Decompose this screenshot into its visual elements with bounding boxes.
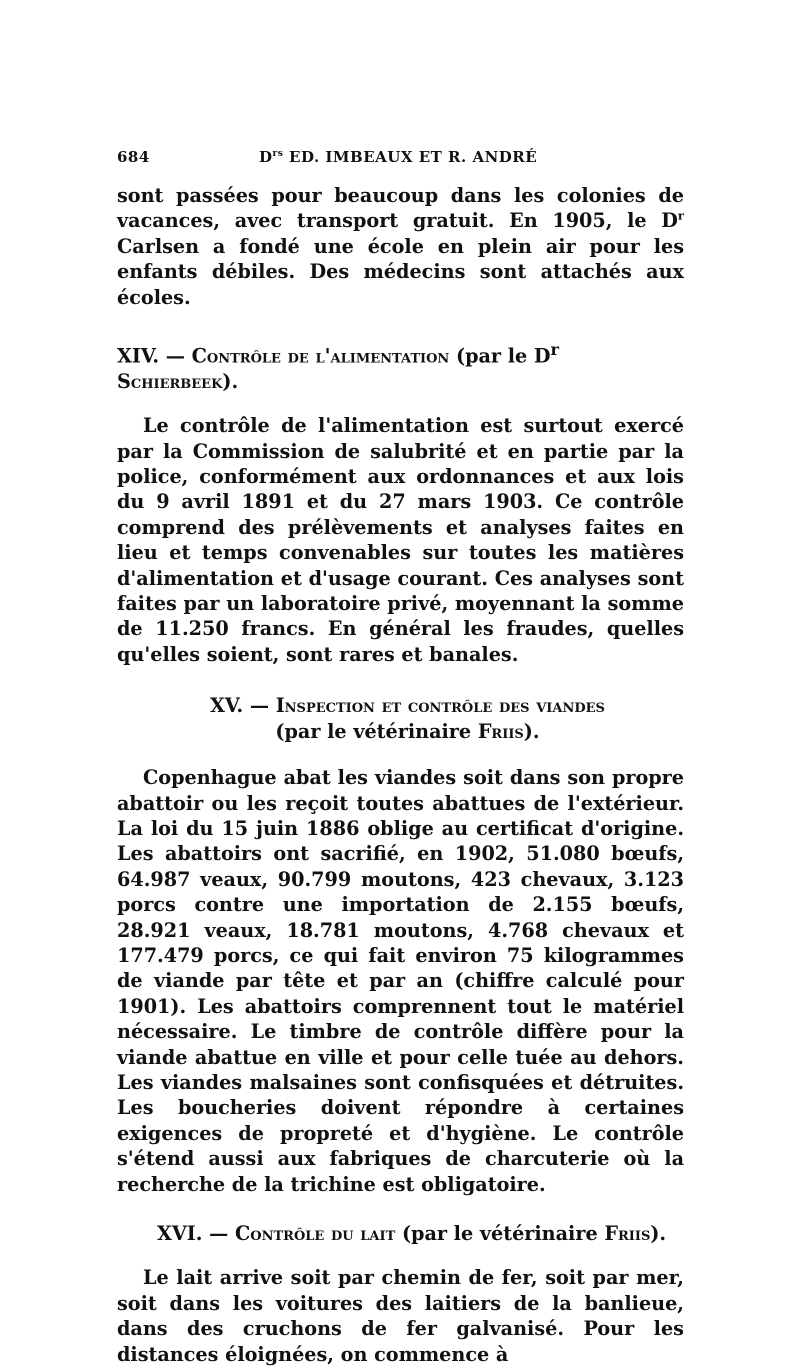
section-xv-byline [131, 719, 684, 744]
section-xiv-number: XIV. — [117, 344, 192, 368]
section-xvi-title: Contrôle du lait [234, 1222, 396, 1246]
paragraph-continuation-sup: r [677, 209, 684, 224]
section-xv-by: (par le vétérinaire [275, 719, 478, 743]
section-xvi-by: (par le vétérinaire [395, 1222, 605, 1246]
section-xiv-by-sup: r [550, 340, 559, 360]
section-heading-xv [117, 693, 684, 744]
section-xiv-by: (par le D [449, 344, 551, 368]
paragraph-viandes: Copenhague abat les viandes soit dans son propre abattoir ou les reçoit toutes abattues de l'extérieur. La loi du 15 juin 1886 oblige au certificat d'origine. Les abattoirs ont sacrifié, en 1902, 51.080 bœufs, 64.987 veaux, 90.799 moutons, 423 chevaux, 3.123 porcs contre une importation de 2.155 bœufs, 28.921 veaux, 18.781 moutons, 4.768 chevaux et 177.479 porcs, ce qui fait environ 75 kilogrammes de viande par tête et par an (chiffre calculé pour 1901). Les abattoirs comprennent tout le matériel nécessaire. Le timbre de contrôle diffère pour la viande abattue en ville et pour celle tuée au dehors. Les viandes malsaines sont confisquées et détruites. Les boucheries doivent répondre à certaines exigences de propreté et d'hygiène. Le contrôle s'étend aussi aux fabriques de charcuterie où la recherche de la trichine est obligatoire. [117, 766, 684, 1196]
paragraph-continuation [117, 183, 684, 310]
section-xvi-author: Friis [604, 1222, 651, 1246]
page-number: 684 [117, 148, 150, 166]
header-authors [259, 148, 537, 166]
header-authors-rest: ED. IMBEAUX ET R. ANDRÉ [283, 148, 538, 166]
paragraph-alimentation: Le contrôle de l'alimentation est surtout exercé par la Commission de salubrité et en partie par la police, conformément aux ordonnances et aux lois du 9 avril 1891 et du 27 mars 1903. Ce contrôle comprend des prélèvements et analyses faites en lieu et temps convenables sur toutes les matières d'alimentation et d'usage courant. Ces analyses sont faites par un laboratoire privé, moyennant la somme de 11.250 francs. En général les fraudes, quelles qu'elles soient, sont rares et banales. [117, 414, 684, 666]
body-text [117, 183, 684, 1367]
paragraph-continuation-part-a: sont passées pour beaucoup dans les colonies de vacances, avec transport gratuit. En 1905, le D [117, 184, 684, 233]
section-xv-number: XV. — [210, 694, 276, 718]
section-xiv-title: Contrôle de l'alimentation [191, 344, 450, 368]
section-xvi-by-end: ). [650, 1222, 667, 1246]
paragraph-continuation-part-b: Carlsen a fondé une école en plein air pour les enfants débiles. Des médecins sont attachés aux écoles. [117, 234, 684, 309]
section-heading-xvi [117, 1221, 684, 1246]
paragraph-lait: Le lait arrive soit par chemin de fer, soit par mer, soit dans les voitures des laitiers de la banlieue, dans des cruchons de fer galvanisé. Pour les distances éloignées, on commence à [117, 1266, 684, 1366]
section-xiv-by-end: ). [222, 369, 239, 393]
section-xvi-number: XVI. — [157, 1222, 235, 1246]
section-xiv-author: Schierbeek [117, 369, 223, 393]
running-head [117, 148, 684, 172]
section-heading-xiv [117, 337, 684, 394]
header-authors-prefix: D [259, 148, 273, 166]
section-xv-title: Inspection et contrôle des viandes [275, 694, 605, 718]
section-xv-by-end: ). [523, 719, 540, 743]
header-authors-sup: rs [272, 149, 284, 159]
section-xv-author: Friis [477, 719, 524, 743]
